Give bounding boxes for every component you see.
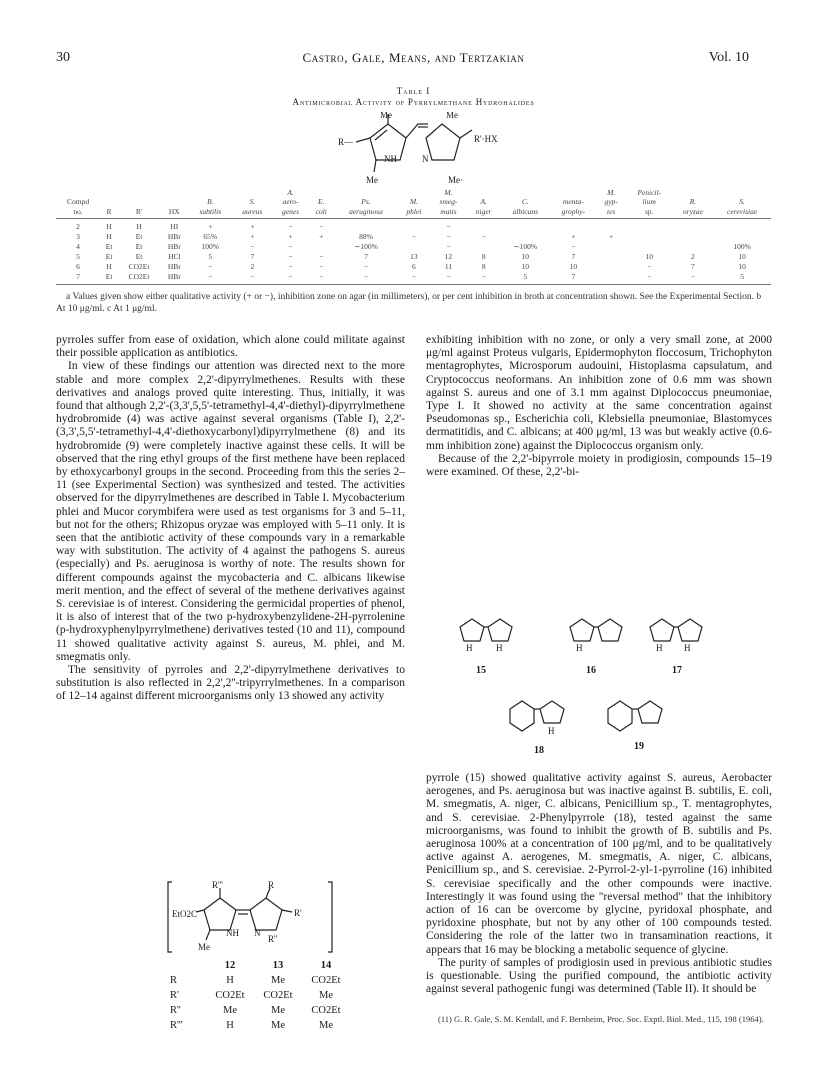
table-cell (626, 242, 673, 252)
table-cell: − (411, 232, 416, 241)
table-header-row-1 (56, 197, 771, 207)
th2-9: phlei (398, 207, 430, 219)
nh-h-15a: H (466, 643, 473, 653)
substituent-label: R'' (170, 1005, 181, 1016)
volume-label: Vol. 10 (708, 50, 749, 65)
struct-me-bottom-right: Me· (448, 175, 463, 185)
table-row (56, 219, 771, 233)
substituent-label: R (170, 975, 178, 986)
th0-11 (467, 188, 501, 197)
compound-number: 13 (272, 960, 284, 971)
table-cell: − (398, 272, 430, 285)
table-cell: 10 (521, 262, 530, 271)
table-cell: 8 (481, 262, 486, 271)
th0-5 (232, 188, 273, 197)
th1-2 (118, 197, 160, 207)
table-cell (673, 242, 714, 252)
table-cell: CO2Et (118, 272, 160, 285)
th1-12: C. (521, 197, 529, 206)
th2-0: no. (56, 207, 100, 219)
th0-8 (334, 188, 398, 197)
bipyrrole-bonds (460, 619, 702, 731)
table-cell: 88% (359, 232, 373, 241)
substituent-row (170, 1018, 350, 1033)
table-cell: Et (135, 242, 143, 251)
table-cell: 10 (521, 252, 530, 261)
table-cell: 8 (481, 252, 486, 261)
table-cell (467, 219, 501, 233)
table-cell (597, 272, 626, 285)
th1-15: lium (642, 197, 656, 206)
table-cell: Et (105, 242, 113, 251)
table-cell: 2 (76, 222, 80, 231)
table-cell: − (571, 242, 576, 251)
table-cell: 100% (733, 242, 751, 251)
th0-15: Penicil- (637, 188, 662, 197)
table-cell: HBr (167, 232, 181, 241)
left-column (56, 334, 405, 704)
nh-h-15b: H (496, 643, 503, 653)
substituent-value: Me (271, 1005, 285, 1016)
table-cell: − (250, 242, 255, 251)
substituent-value: H (226, 1020, 234, 1031)
table-cell: H (106, 222, 112, 231)
table-row (56, 272, 771, 285)
table-cell: 10 (738, 252, 746, 261)
th2-5: aureus (232, 207, 273, 219)
table-cell: − (288, 242, 293, 251)
table-row (56, 232, 771, 242)
table-cell: 10 (645, 252, 653, 261)
tri-ester: EtO2C (172, 909, 198, 919)
table-cell: HBr (167, 242, 181, 251)
th1-8: Ps. (361, 197, 371, 206)
table-cell: 7 (571, 252, 576, 261)
th1-4: B. (207, 197, 214, 206)
table-cell: 7 (56, 272, 100, 285)
table-cell: H (106, 262, 112, 271)
th1-17: S. (739, 197, 745, 206)
right-column-bottom (426, 772, 772, 996)
th2-1: R (100, 207, 118, 219)
table-cell: + (609, 232, 614, 241)
table-cell: 5 (76, 252, 80, 261)
substituent-row (170, 988, 350, 1003)
table-cell: + (288, 232, 293, 241)
paragraph: The purity of samples of prodigiosin used in previous antibiotic studies is questionable. Using the purified compound, the antibiotic activity against several pathogenic fungi was determined (Table II). It should be (426, 956, 772, 996)
th2-4: subtilis (189, 207, 232, 219)
table-cell: + (319, 232, 324, 241)
table-cell: 4 (76, 242, 80, 251)
table-cell: HBr (160, 272, 189, 285)
nh-h-16: H (576, 643, 583, 653)
paragraph: In view of these findings our attention was directed next to the more stable and more complex 2,2'-dipyrrylmethenes. Results with these derivatives and analogs proved quite interesting. Thus, initially, it was found that although 2,2'-(3,3',5,5'-tetramethyl-4,4'-diethyl)-dipyrrylmethene hydrobromide (4) was active against several organisms (Table I), 2,2'-(3,3',5,5'-tetramethyl-4,4'-diethoxycarbonyl)dipyrrylmethene (8) and its hydrobromide (9) were completely inactive against these cells. It will be observed that the ring ethyl groups of the first methene have been replaced by ethoxycarbonyl groups in the second. Proceeding from this the series 2–11 (see Experimental Section) was synthesized and tested. The activities observed for the dipyrrylmethenes are described in Table I. Mycobacterium phlei and Mucor corymbifera were used as test organisms for 3 and 5–11, but not for the others; Rhizopus oryzae was employed with 5–11 only. It is seen that the antibiotic activity of these compounds vary in a remarkable way with substitution. The activity of 4 against the pathogens S. aureus (especially) and Ps. aeruginosa is worthy of note. The results shown for different compounds against the mycobacteria and C. albicans likewise merit mention, and the effect of several of the methene derivatives against S. cerevisiae is of interest. Considering the germicidal properties of phenol, it is also of interest that of the two p-hydroxybenzylidene-2H-pyrrolenine (p-hydroxyphenylpyrrylmethene) derivatives tested (10 and 11), compound 11 showed qualitative activity against S. aureus, M. phlei, and M. smegmatis only. (56, 360, 405, 663)
compound-label-16: 16 (586, 665, 596, 676)
substituent-label: R' (170, 990, 179, 1001)
th1-5: S. (249, 197, 256, 206)
table-cell (673, 219, 714, 233)
th1-6: aero- (282, 197, 299, 206)
table-cell: HBr (167, 262, 181, 271)
struct-n: N (422, 154, 429, 164)
tri-me: Me (198, 942, 210, 952)
compound-number: 14 (320, 960, 332, 971)
th1-13: menta- (562, 197, 584, 206)
th2-14: tes (597, 207, 626, 219)
tripyrryl-compound-numbers (170, 958, 350, 973)
table-cell (597, 242, 626, 252)
table-body (56, 219, 771, 285)
substituent-value: Me (223, 1005, 237, 1016)
table-cell: Et (100, 272, 118, 285)
right-column-top (426, 334, 772, 479)
compound-label-19: 19 (634, 741, 644, 752)
th0-3 (160, 188, 189, 197)
table-footnote: a Values given show either qualitative activity (+ or −), inhibition zone on agar (in millimeters), or per cent inhibition in broth at concentration shown. See the Experimental Section. b At 10 μg/ml. c At 1 μg/ml. (56, 292, 762, 314)
table-row (56, 262, 771, 272)
th2-16: oryzae (673, 207, 714, 219)
th2-10: matis (430, 207, 467, 219)
activity-table (56, 188, 771, 285)
table-cell: − (647, 262, 652, 271)
table-cell: H (136, 222, 142, 231)
table-cell (597, 219, 626, 233)
th1-14: gyp- (604, 197, 618, 206)
table-cell: − (363, 262, 369, 271)
th0-6: A. (287, 188, 294, 197)
th2-17: cerevisiae (713, 207, 771, 219)
table-cell: 3 (76, 232, 80, 241)
substituent-label: R''' (170, 1020, 183, 1031)
table-cell: + (250, 222, 255, 231)
table-cell: − (288, 252, 293, 261)
th1-11: A. (480, 197, 487, 206)
struct-me-top-right: Me (446, 112, 458, 120)
table-cell: 11 (444, 262, 453, 271)
table-cell: − (334, 272, 398, 285)
table-cell: 7 (364, 252, 368, 261)
substituent-value: H (226, 975, 234, 986)
tripyrryl-rows (170, 973, 350, 1033)
substituent-value: Me (271, 975, 285, 986)
structure-bonds (356, 114, 472, 172)
table-cell: − (319, 262, 324, 271)
table-cell: 2 (691, 252, 695, 261)
table-cell: − (288, 222, 293, 231)
tripyrrylmethene-structure (150, 880, 350, 955)
table-title: Antimicrobial Activity of Pyrrylmethane Hydrohalides (292, 97, 535, 107)
th1-9: M. (409, 197, 418, 206)
table-cell (308, 242, 334, 252)
struct-r-left: R— (338, 137, 354, 147)
substituent-value: Me (319, 1020, 333, 1031)
table-cell: Et (105, 252, 113, 261)
th0-12 (500, 188, 550, 197)
table-cell: Et (135, 252, 143, 261)
tri-r-prime: R' (294, 908, 302, 918)
table-cell: − (626, 272, 673, 285)
table-cell: − (288, 262, 293, 271)
th0-9 (398, 188, 430, 197)
compound-label-18: 18 (534, 745, 544, 756)
tri-r2: R'' (268, 934, 278, 944)
th2-6: genes (273, 207, 309, 219)
table-cell: − (430, 272, 467, 285)
th1-10: smeg- (439, 197, 458, 206)
struct-r-prime: R'·HX (474, 134, 498, 144)
th2-3: HX (160, 207, 189, 219)
th2-12: albicans (500, 207, 550, 219)
table-cell: 100% (201, 242, 220, 251)
th1-0: Compd (66, 197, 90, 206)
table-cell: − (446, 242, 451, 251)
table-row (56, 252, 771, 262)
th0-1 (100, 188, 118, 197)
paragraph: exhibiting inhibition with no zone, or only a very small zone, at 2000 μg/ml against Proteus vulgaris, Epidermophyton floccosum, Trichophyton mentagrophytes, Microsporum audouini, Histoplasma capsulatum, and Cryptococcus neoformans. An inhibition zone of 0.6 mm was shown against S. aureus and one of 3.1 mm against Diplococcus pneumoniae, Type I. It showed no activity at the same concentration against Pseudomonas sp., Escherichia coli, Klebsiella pneumoniae, Blastomyces dermatitidis, and C. albicans; at 400 μg/ml, 13 was but weakly active (0.6-mm inhibition zone) against the Diplococcus organism only. (426, 334, 772, 452)
table-cell: 65% (203, 232, 218, 241)
paragraph: The sensitivity of pyrroles and 2,2'-dipyrrylmethene derivatives to substitution is also reflected in 2,2',2''-tripyrrylmethenes. In a comparison of 12–14 against different microorganisms only 13 showed any activity (56, 664, 405, 703)
table-header-row-0 (56, 188, 771, 197)
th2-7: coli (308, 207, 334, 219)
table-cell: 13 (410, 252, 418, 261)
table-cell: − (232, 272, 273, 285)
tri-r3: R''' (212, 880, 223, 890)
table-cell: ∼100% (354, 242, 378, 251)
tripyrryl-table (170, 958, 350, 1033)
tri-r-top: R (268, 880, 275, 890)
table-cell: 12 (444, 252, 453, 261)
table-cell: 10 (738, 262, 746, 271)
th0-14: M. (607, 188, 616, 197)
table-cell: − (319, 252, 324, 261)
table-cell (398, 219, 430, 233)
paragraph: pyrroles suffer from ease of oxidation, which alone could militate against their possible application as antibiotics. (56, 334, 405, 360)
compound-label-17: 17 (672, 665, 682, 676)
table-cell (597, 252, 626, 262)
th0-16 (673, 188, 714, 197)
th2-15: sp. (626, 207, 673, 219)
substituent-value: Me (271, 1020, 285, 1031)
th0-4 (189, 188, 232, 197)
th0-2 (118, 188, 160, 197)
table-cell (334, 219, 398, 233)
table-cell: − (481, 232, 486, 241)
th1-16: R. (689, 197, 697, 206)
substituent-value: CO2Et (215, 990, 245, 1001)
th0-10: M. (444, 188, 453, 197)
table-cell: − (208, 262, 213, 271)
compound-label-15: 15 (476, 665, 486, 676)
table-cell (467, 242, 501, 252)
table-cell: HCl (168, 252, 181, 261)
table-cell: − (446, 232, 451, 241)
th0-13 (550, 188, 596, 197)
substituent-value: Me (319, 990, 333, 1001)
table-cell (550, 219, 596, 233)
paragraph: pyrrole (15) showed qualitative activity against S. aureus, Aerobacter aerogenes, and Ps. aeruginosa but was inactive against B. subtilis, E. coli, M. smegmatis, A. niger, C. albicans, Penicillium sp., T. mentagrophytes, and S. cerevisiae. 2-Phenylpyrrole (18), tested against the same microorganisms, was found to inhibit the growth of B. subtilis and Ps. aeruginosa 100% at a concentration of 100 μg/ml, and to be qualitatively active against A. aerogenes, M. smegmatis, A. niger, C. albicans, Penicillium sp., and S. cerevisiae. 2-Pyrrol-2-yl-1-pyrroline (16) inhibited S. cerevisiae specifically and the other compounds were inactive. Interestingly it was found using the "reversal method" that the inhibitory action of 16 can be overcome by glycine, pyridoxal phosphate, and pyridoxine phosphate, but not by any other of 100 compounds tested. Considering the role of the latter two in transamination reactions, it appears that 16 may be blocking a metabolic sequence of glycine. (426, 772, 772, 956)
struct-me-bottom-left: Me (366, 175, 378, 185)
table-cell: − (467, 272, 501, 285)
table-cell: HI (170, 222, 179, 231)
table-cell (713, 219, 771, 233)
table-cell (500, 232, 550, 242)
th0-17 (713, 188, 771, 197)
table-cell: 7 (250, 252, 255, 261)
th0-0 (56, 188, 100, 197)
table-cell: − (446, 222, 451, 231)
table-cell (500, 219, 550, 233)
substituent-value: CO2Et (311, 1005, 341, 1016)
substituent-value: CO2Et (311, 975, 341, 986)
substituent-row (170, 1003, 350, 1018)
dipyrrylmethene-structure (330, 112, 530, 192)
table-cell: 7 (550, 272, 596, 285)
table-cell: − (673, 272, 714, 285)
table-cell: + (571, 232, 576, 241)
bipyrrole-structures (440, 617, 760, 767)
page-number: 30 (56, 50, 70, 65)
nh-h-17a: H (656, 643, 663, 653)
th2-2: R' (118, 207, 160, 219)
th2-13: grophy- (550, 207, 596, 219)
table-cell (626, 219, 673, 233)
table-cell (626, 232, 673, 242)
substituent-row (170, 973, 350, 988)
th2-11: niger (467, 207, 501, 219)
struct-me-top-left: Me (380, 112, 392, 120)
table-cell: − (273, 272, 309, 285)
table-cell: CO2Et (128, 262, 150, 271)
table-cell: 5 (208, 252, 213, 261)
table-cell: H (106, 232, 112, 241)
table-label: Table I (396, 86, 431, 96)
table-cell: 6 (76, 262, 80, 271)
table-cell: 10 (569, 262, 578, 271)
running-head-authors: Castro, Gale, Means, and Tertzakian (302, 50, 525, 65)
table-cell: − (308, 272, 334, 285)
table-cell (597, 262, 626, 272)
table-cell: 7 (691, 262, 695, 271)
table-cell: ∼100% (513, 242, 538, 251)
table-cell: − (319, 222, 324, 231)
table-cell (673, 232, 714, 242)
table-row (56, 242, 771, 252)
paragraph: Because of the 2,2'-bipyrrole moiety in prodigiosin, compounds 15–19 were examined. Of these, 2,2'-bi- (426, 452, 772, 479)
th1-7: E. (317, 197, 325, 206)
table-cell: 5 (713, 272, 771, 285)
compound-number: 12 (224, 960, 236, 971)
tri-n: N (254, 928, 261, 938)
table-cell: 6 (412, 262, 416, 271)
nh-h-18: H (548, 726, 555, 736)
table-cell (398, 242, 430, 252)
table-cell: Et (135, 232, 143, 241)
table-cell: 5 (500, 272, 550, 285)
struct-nh: NH (384, 154, 397, 164)
th2-8: aeruginosa (334, 207, 398, 219)
th1-3 (160, 197, 189, 207)
table-cell: 2 (250, 262, 255, 271)
th0-7 (308, 188, 334, 197)
nh-h-17b: H (684, 643, 691, 653)
table-cell (713, 232, 771, 242)
table-cell: − (189, 272, 232, 285)
table-cell: + (208, 222, 213, 231)
th1-1 (100, 197, 118, 207)
substituent-value: CO2Et (263, 990, 293, 1001)
tri-nh: NH (226, 928, 239, 938)
table-cell: + (250, 232, 255, 241)
reference-footnote: (11) G. R. Gale, S. M. Kendall, and F. Bernheim, Proc. Soc. Exptl. Biol. Med., 115, 198 (1964). (438, 1014, 764, 1024)
table-header-row-2 (56, 207, 771, 219)
